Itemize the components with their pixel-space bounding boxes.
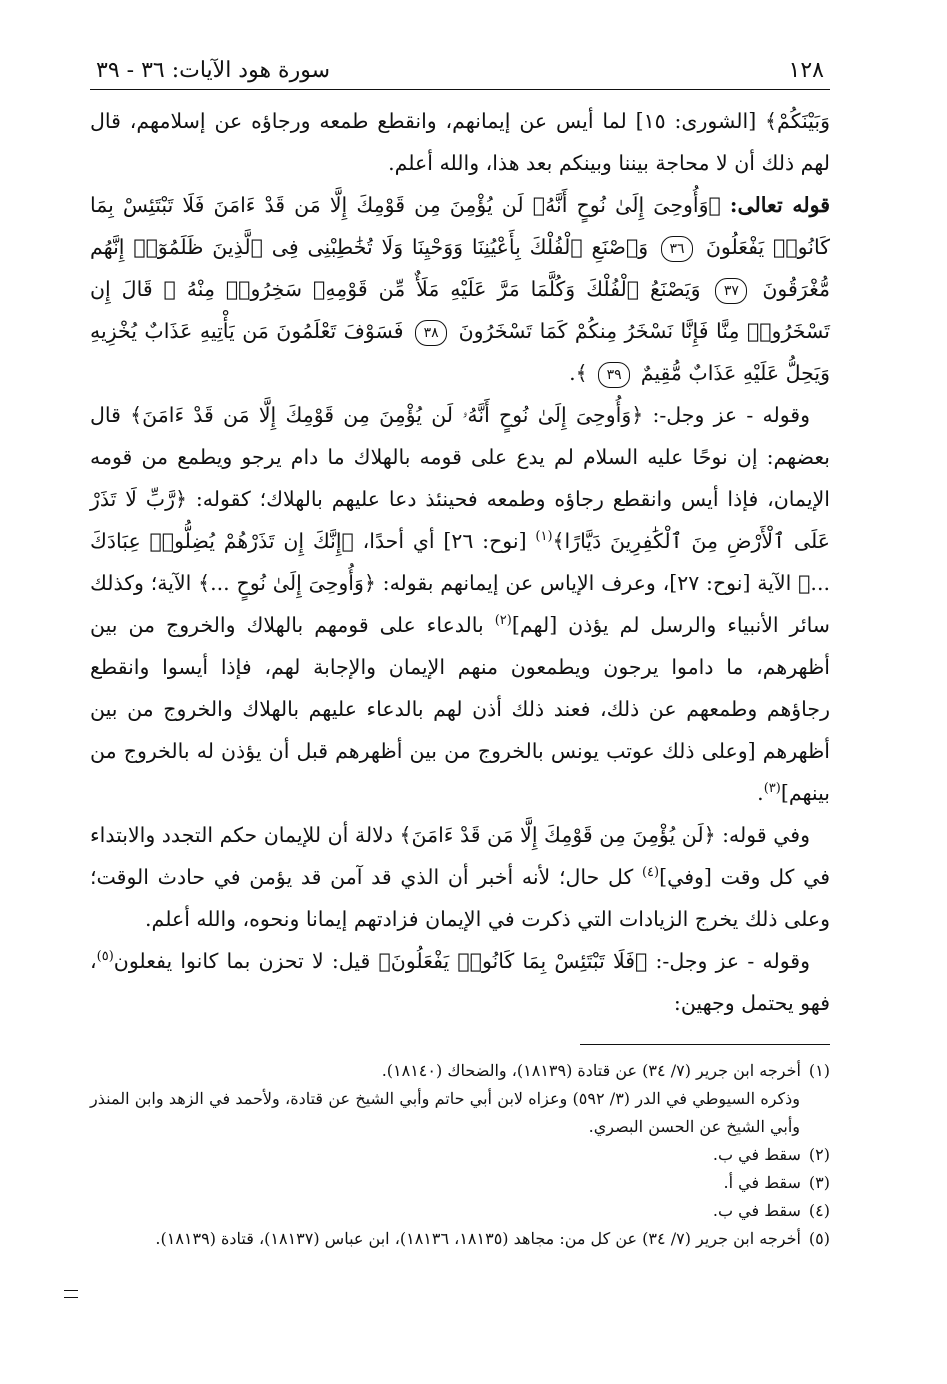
paragraph-text: [نوح: ٢٦] أي أحدًا، ﴿إِنَّكَ إِن تَذَرْهُمْ يُضِلُّوا۟ عِبَادَكَ ...﴾ الآية [نوح: ٢٧]، وعرف الإياس عن إيمانهم بقوله: ﴿وَأُوحِىَ إِلَىٰ نُوحٍ ...﴾ الآية؛ وكذلك سائر الأنبياء والرسل لم يؤذن [لهم] — [90, 529, 830, 637]
footnote-text: أخرجه ابن جرير (٧/ ٣٤) عن كل من: مجاهد (١٨١٣٥، ١٨١٣٦)، ابن عباس (١٨١٣٧)، قتادة (١٨١٣٩). — [155, 1229, 801, 1248]
page-number: ١٢٨ — [788, 58, 824, 83]
paragraph-text: . — [757, 781, 764, 805]
verse-text: فَسَوْفَ تَعْلَمُونَ مَن يَأْتِيهِ عَذَابٌ يُخْزِيهِ وَيَحِلُّ عَلَيْهِ عَذَابٌ مُّقِيمٌ — [90, 319, 830, 385]
footnote-text: سقط في ب. — [712, 1201, 801, 1220]
footnote-item — [90, 1141, 830, 1169]
footnote-item — [90, 1057, 830, 1085]
aya-number-marker: ٣٧ — [715, 278, 747, 304]
verse-lead: قوله تعالى: — [729, 193, 830, 217]
paragraph-4 — [90, 814, 830, 940]
footnote-item — [90, 1225, 830, 1253]
verse-text: وَٱصْنَعِ ٱلْفُلْكَ بِأَعْيُنِنَا وَوَحْيِنَا وَلَا تُخَٰطِبْنِى فِى ٱلَّذِينَ ظَلَمُوٓا۟ إِنَّهُم مُّغْرَقُونَ — [90, 235, 830, 301]
paragraph-text: وفي قوله: ﴿لَن يُؤْمِنَ مِن قَوْمِكَ إِلَّا مَن قَدْ ءَامَنَ﴾ دلالة أن للإيمان حكم التجدد والابتداء في كل وقت [وفي] — [90, 823, 830, 889]
verse-close: ﴾. — [569, 361, 588, 385]
verse-text: وَيَصْنَعُ ٱلْفُلْكَ وَكُلَّمَا مَرَّ عَلَيْهِ مَلَأٌ مِّن قَوْمِهِۦ سَخِرُوا۟ مِنْهُ ۚ قَالَ إِن تَسْخَرُوا۟ مِنَّا فَإِنَّا نَسْخَرُ مِنكُمْ كَمَا تَسْخَرُونَ — [90, 277, 830, 343]
main-text — [90, 100, 830, 1024]
paragraph-text: وقوله - عز وجل-: ﴿وَأُوحِىَ إِلَىٰ نُوحٍ أَنَّهُۥ لَن يُؤْمِنَ مِن قَوْمِكَ إِلَّا مَن قَدْ ءَامَنَ﴾ قال بعضهم: إن نوحًا عليه السلام لم يدع على قومه بالهلاك ما دام يرجو ويطمع من قومه الإيمان، فإذا أيس وانقطع رجاؤه وطمعه فحينئذ دعا عليهم بالهلاك؛ كقوله: ﴿رَّبِّ لَا تَذَرْ عَلَى ٱلْأَرْضِ مِنَ ٱلْكَٰفِرِينَ دَيَّارًا﴾ — [90, 403, 830, 553]
margin-mark — [64, 1290, 78, 1298]
aya-number-marker: ٣٦ — [661, 236, 693, 262]
footnote-number: (٢) — [808, 1145, 830, 1164]
footnote-ref: (٥) — [96, 949, 114, 965]
paragraph-2-verses — [90, 184, 830, 394]
footnote-number: (٣) — [808, 1173, 830, 1192]
page-header — [90, 58, 830, 90]
footnote-ref: (٢) — [494, 613, 512, 629]
paragraph-text: ، فهو يحتمل وجهين: — [90, 949, 830, 1015]
footnote-item — [90, 1197, 830, 1225]
paragraph-text: بالدعاء على قومهم بالهلاك والخروج من بين أظهرهم، ما داموا يرجون ويطمعون منهم الإيمان والإجابة لهم، فإذا أيسوا وانقطع رجاؤهم وطمعهم عن ذلك، فعند ذلك أذن لهم بالدعاء عليهم بالهلاك والخروج من بين أظهرهم [وعلى ذلك عوتب يونس بالخروج من بين أظهرهم قبل أن يؤذن له بالخروج من بينهم] — [90, 613, 830, 805]
verse-text: ﴿وَأُوحِىَ إِلَىٰ نُوحٍ أَنَّهُۥ لَن يُؤْمِنَ مِن قَوْمِكَ إِلَّا مَن قَدْ ءَامَنَ فَلَا تَبْتَئِسْ بِمَا كَانُوا۟ يَفْعَلُونَ — [90, 193, 830, 259]
footnote-text: سقط في ب. — [712, 1145, 801, 1164]
paragraph-text: كل حال؛ لأنه أخبر أن الذي قد آمن قد يؤمن في حادث الوقت؛ وعلى ذلك يخرج الزيادات التي ذكرت في الإيمان فزادتهم إيمانا ونحوه، والله أعلم. — [90, 865, 830, 931]
footnote-ref: (٤) — [641, 865, 660, 881]
footnote-item — [90, 1169, 830, 1197]
footnote-ref: (٣) — [763, 781, 781, 797]
footnotes — [90, 1057, 830, 1253]
footnote-number: (١) — [808, 1061, 830, 1080]
running-title: سورة هود الآيات: ٣٦ - ٣٩ — [96, 58, 331, 83]
aya-number-marker: ٣٩ — [598, 362, 630, 388]
footnote-continuation: وذكره السيوطي في الدر (٣/ ٥٩٢) وعزاه لابن أبي حاتم وأبي الشيخ عن قتادة، ولأحمد في الزهد وابن المنذر وأبي الشيخ عن الحسن البصري. — [90, 1089, 801, 1136]
paragraph-text: وقوله - عز وجل-: ﴿فَلَا تَبْتَئِسْ بِمَا كَانُوا۟ يَفْعَلُونَ﴾ قيل: لا تحزن بما كانوا يفعلون — [113, 949, 810, 973]
footnote-number: (٤) — [808, 1201, 830, 1220]
footnote-text: سقط في أ. — [723, 1173, 801, 1192]
footnote-ref: (١) — [535, 529, 553, 545]
aya-number-marker: ٣٨ — [415, 320, 447, 346]
book-page — [90, 58, 830, 1253]
paragraph-3 — [90, 394, 830, 814]
paragraph-5 — [90, 940, 830, 1024]
footnote-number: (٥) — [808, 1229, 830, 1248]
footnote-divider — [580, 1044, 830, 1045]
paragraph-1: وَبَيْنَكُمْ﴾ [الشورى: ١٥] لما أيس عن إيمانهم، وانقطع طمعه ورجاؤه عن إسلامهم، قال لهم ذلك أن لا محاجة بيننا وبينكم بعد هذا، والله أعلم. — [90, 109, 831, 175]
footnote-text: أخرجه ابن جرير (٧/ ٣٤) عن قتادة (١٨١٣٩)، والضحاك (١٨١٤٠). — [381, 1061, 801, 1080]
